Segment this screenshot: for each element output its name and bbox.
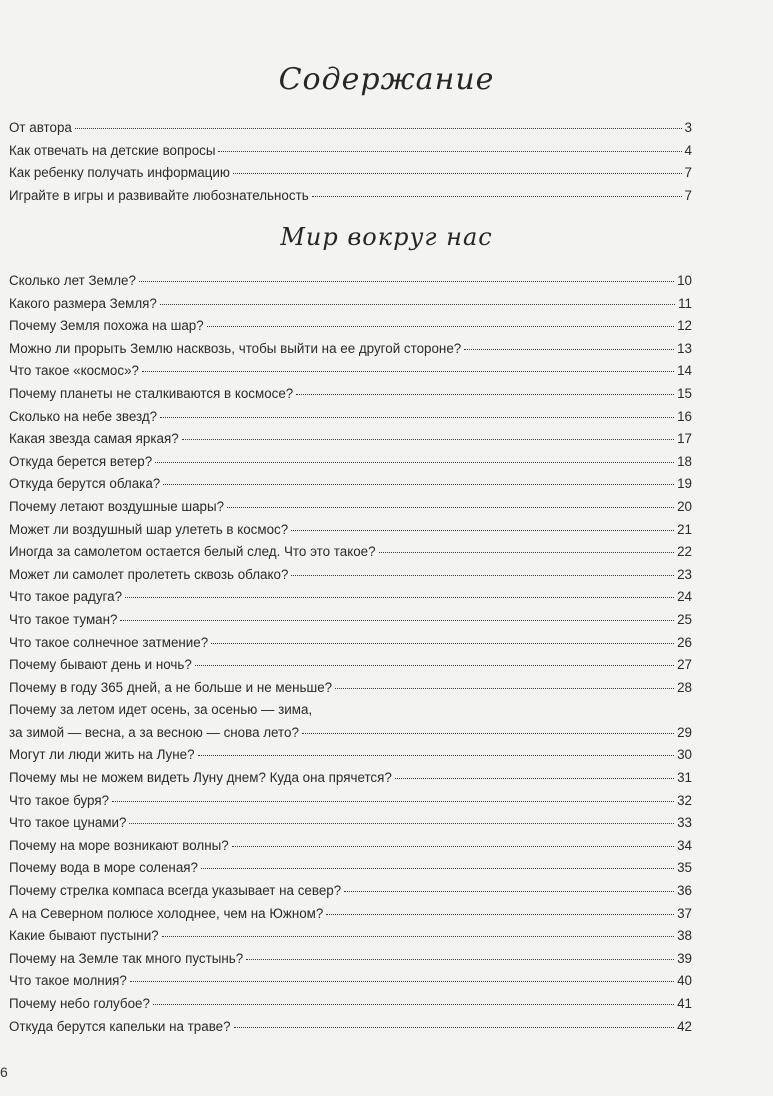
toc-entry-title: Почему небо голубое?	[9, 996, 150, 1011]
toc-entry-title: Что такое «космос»?	[9, 363, 139, 379]
dot-leader	[296, 394, 674, 395]
toc-entry-page: 39	[677, 950, 692, 966]
toc-entry	[9, 948, 692, 971]
toc-entry-title: Почему на море возникают волны?	[9, 837, 229, 853]
toc-entry-page: 12	[677, 318, 692, 334]
toc-entry	[9, 903, 692, 926]
toc-entry	[9, 360, 692, 383]
dot-leader	[232, 846, 674, 847]
dot-leader	[75, 128, 682, 129]
toc-entry-title: Почему за летом идет осень, за осенью — зима,	[9, 702, 313, 718]
toc-entry-page: 34	[677, 837, 692, 853]
toc-entry-title: Как ребенку получать информацию	[9, 165, 230, 181]
toc-entry-page: 16	[677, 408, 692, 424]
toc-entry-title: Почему стрелка компаса всегда указывает на север?	[9, 883, 342, 899]
dot-leader	[246, 959, 674, 960]
dot-leader	[233, 173, 682, 174]
toc-entry-page: 21	[677, 521, 692, 537]
toc-entry	[9, 383, 692, 406]
dot-leader	[291, 530, 674, 531]
toc-entry-page: 17	[677, 431, 692, 447]
toc-entry	[9, 857, 692, 880]
toc-entry	[9, 812, 692, 835]
toc-entry	[9, 654, 692, 677]
toc-entry-page: 7	[684, 165, 692, 181]
toc-entry-page: 42	[677, 1018, 692, 1034]
dot-leader	[234, 1027, 675, 1028]
toc-entry	[9, 541, 692, 564]
toc-entry	[9, 632, 692, 655]
dot-leader	[211, 643, 674, 644]
dot-leader	[162, 936, 674, 937]
dot-leader	[155, 462, 674, 463]
dot-leader	[207, 326, 674, 327]
toc-entry-title: Почему мы не можем видеть Луну днем? Куда она прячется?	[9, 770, 392, 786]
toc-entry	[9, 790, 692, 813]
toc-entry	[9, 699, 692, 722]
dot-leader	[125, 597, 674, 598]
toc-entry	[9, 140, 692, 163]
dot-leader	[218, 151, 681, 152]
toc-entry	[9, 677, 692, 700]
dot-leader	[302, 733, 674, 734]
toc-entry-page: 10	[677, 273, 692, 288]
dot-leader	[201, 868, 674, 869]
toc-entry	[9, 519, 692, 542]
toc-entry-page: 35	[677, 860, 692, 876]
toc-entry-page: 7	[684, 187, 692, 203]
toc-entry-title: Может ли самолет пролететь сквозь облако?	[9, 566, 289, 582]
toc-entry	[9, 293, 692, 316]
toc-entry	[9, 767, 692, 790]
dot-leader	[198, 755, 675, 756]
toc-entry-page: 37	[677, 905, 692, 921]
toc-entry	[9, 270, 692, 293]
page-title: Содержание	[278, 62, 495, 97]
toc-entry-page: 32	[677, 792, 692, 808]
toc-entry-page: 22	[677, 544, 692, 560]
toc-entry	[9, 473, 692, 496]
dot-leader	[335, 688, 674, 689]
toc-entry	[9, 162, 692, 185]
dot-leader	[120, 620, 674, 621]
toc-entry-title: Играйте в игры и развивайте любознательность	[9, 187, 309, 203]
dot-leader	[129, 823, 674, 824]
toc-entry	[9, 315, 692, 338]
toc-entry-page: 15	[677, 385, 692, 401]
dot-leader	[227, 507, 674, 508]
toc-entry-title: за зимой — весна, а за весною — снова лето?	[9, 724, 299, 740]
dot-leader	[344, 891, 674, 892]
toc-entry-title: А на Северном полюсе холоднее, чем на Южном?	[9, 905, 324, 921]
toc-entry	[9, 993, 692, 1016]
toc-entry-title: Может ли воздушный шар улететь в космос?	[9, 521, 289, 537]
dot-leader	[312, 196, 682, 197]
toc-entry	[9, 586, 692, 609]
toc-entry-page: 14	[677, 363, 692, 379]
toc-entry-title: Сколько на небе звезд?	[9, 408, 158, 424]
dot-leader	[112, 801, 674, 802]
toc-entry	[9, 117, 692, 140]
toc-section-list	[9, 270, 692, 1038]
toc-entry-title: Откуда берутся капельки на траве?	[9, 1018, 231, 1034]
toc-entry-page: 18	[677, 453, 692, 469]
toc-entry-page: 26	[677, 634, 692, 650]
toc-entry	[9, 496, 692, 519]
toc-entry-title: Что такое молния?	[9, 973, 127, 989]
toc-entry	[9, 880, 692, 903]
toc-entry-title: Почему бывают день и ночь?	[9, 657, 192, 673]
toc-entry-page: 25	[677, 611, 692, 627]
dot-leader	[195, 665, 674, 666]
toc-intro-list	[9, 117, 692, 207]
toc-entry	[9, 970, 692, 993]
toc-entry-page: 30	[677, 747, 692, 763]
toc-entry-title: Какие бывают пустыни?	[9, 928, 159, 944]
toc-entry-title: Почему летают воздушные шары?	[9, 498, 225, 514]
toc-entry-title: Почему планеты не сталкиваются в космосе?	[9, 385, 294, 401]
toc-entry	[9, 609, 692, 632]
toc-entry-title: Откуда берутся облака?	[9, 476, 161, 492]
toc-entry-page: 38	[677, 928, 692, 944]
toc-entry	[9, 1016, 692, 1039]
section-title: Мир вокруг нас	[280, 223, 493, 251]
toc-entry-page: 28	[677, 679, 692, 695]
dot-leader	[464, 349, 674, 350]
toc-entry-page: 23	[677, 566, 692, 582]
dot-leader	[139, 281, 674, 282]
toc-entry	[9, 722, 692, 745]
toc-entry-title: Откуда берется ветер?	[9, 453, 153, 469]
toc-entry-page: 11	[678, 295, 692, 311]
toc-entry-title: Что такое цунами?	[9, 815, 127, 831]
toc-entry-title: Что такое радуга?	[9, 589, 123, 605]
toc-entry	[9, 451, 692, 474]
toc-entry-page: 3	[684, 120, 692, 135]
toc-entry-page: 29	[677, 724, 692, 740]
toc-entry-title: Иногда за самолетом остается белый след. Что это такое?	[9, 544, 376, 560]
dot-leader	[160, 417, 674, 418]
toc-entry	[9, 744, 692, 767]
toc-entry-title: Могут ли люди жить на Луне?	[9, 747, 195, 763]
dot-leader	[130, 981, 674, 982]
dot-leader	[182, 439, 674, 440]
toc-entry-page: 27	[677, 657, 692, 673]
toc-entry	[9, 564, 692, 587]
toc-entry-title: Что такое туман?	[9, 611, 118, 627]
dot-leader	[153, 1004, 674, 1005]
toc-entry-title: Какого размера Земля?	[9, 295, 157, 311]
toc-entry-title: От автора	[9, 120, 72, 135]
toc-entry-title: Сколько лет Земле?	[9, 273, 136, 288]
toc-entry-title: Почему Земля похожа на шар?	[9, 318, 204, 334]
toc-entry	[9, 925, 692, 948]
dot-leader	[291, 575, 674, 576]
toc-entry	[9, 835, 692, 858]
toc-entry-title: Какая звезда самая яркая?	[9, 431, 179, 447]
toc-entry	[9, 428, 692, 451]
toc-entry-page: 20	[677, 498, 692, 514]
toc-entry-page: 33	[677, 815, 692, 831]
toc-entry-page: 40	[677, 973, 692, 989]
toc-entry-title: Почему на Земле так много пустынь?	[9, 950, 244, 966]
toc-entry-page: 4	[684, 142, 692, 158]
dot-leader	[142, 371, 674, 372]
toc-entry	[9, 185, 692, 208]
toc-entry-page: 41	[677, 996, 692, 1011]
toc-entry-page: 36	[677, 883, 692, 899]
page-number: 6	[0, 1064, 8, 1080]
toc-entry	[9, 406, 692, 429]
toc-entry-title: Можно ли прорыть Землю насквозь, чтобы выйти на ее другой стороне?	[9, 340, 462, 356]
toc-entry-title: Почему вода в море соленая?	[9, 860, 198, 876]
toc-entry-page: 24	[677, 589, 692, 605]
toc-entry-page: 19	[677, 476, 692, 492]
dot-leader	[163, 484, 674, 485]
toc-entry-title: Что такое буря?	[9, 792, 110, 808]
dot-leader	[379, 552, 675, 553]
dot-leader	[326, 914, 674, 915]
toc-entry-title: Почему в году 365 дней, а не больше и не меньше?	[9, 679, 333, 695]
toc-entry-page: 31	[677, 770, 692, 786]
toc-entry	[9, 338, 692, 361]
toc-entry-title: Что такое солнечное затмение?	[9, 634, 209, 650]
dot-leader	[395, 778, 674, 779]
toc-entry-title: Как отвечать на детские вопросы	[9, 142, 216, 158]
dot-leader	[160, 304, 675, 305]
toc-entry-page: 13	[677, 340, 692, 356]
